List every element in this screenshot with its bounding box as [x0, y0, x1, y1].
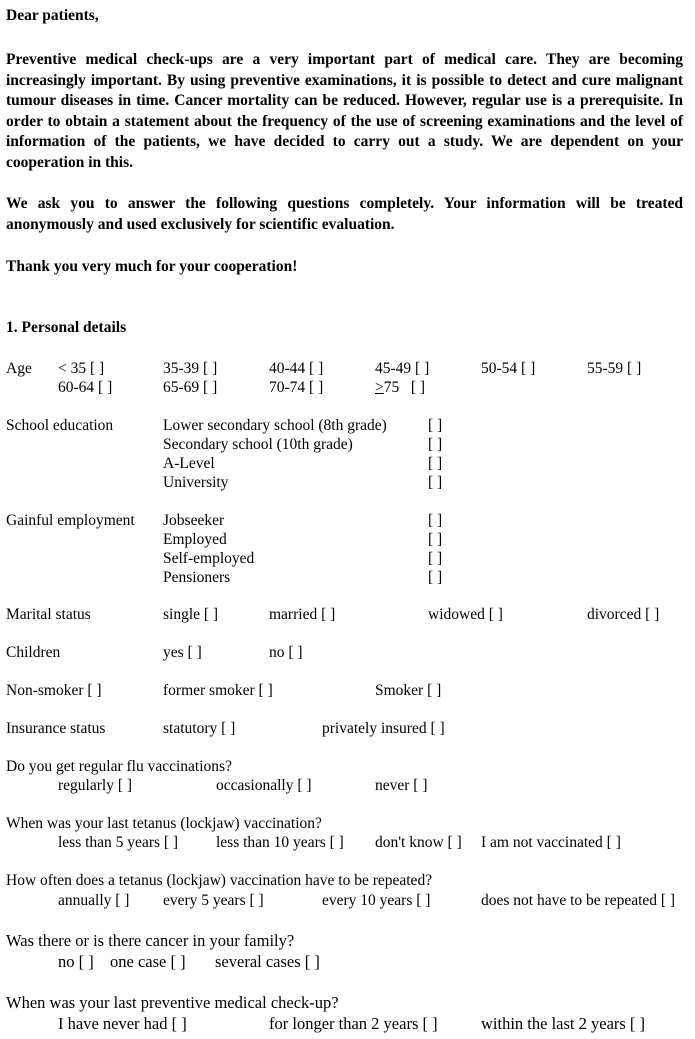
- age-label: Age: [6, 360, 32, 377]
- tetanus-repeat-question: How often does a tetanus (lockjaw) vaccination have to be repeated?: [6, 872, 433, 889]
- checkup-option[interactable]: I have never had [ ]: [58, 1014, 187, 1033]
- employment-label: Gainful employment: [6, 512, 135, 529]
- age-option[interactable]: 35-39 [ ]: [163, 360, 218, 377]
- insurance-label: Insurance status: [6, 720, 106, 737]
- marital-label: Marital status: [6, 606, 91, 623]
- employment-option: Jobseeker: [163, 512, 225, 529]
- checkup-question: When was your last preventive medical check-up?: [6, 993, 339, 1012]
- smoking-option[interactable]: former smoker [ ]: [163, 682, 273, 699]
- checkbox[interactable]: [ ]: [410, 379, 426, 396]
- greater-equal-symbol: >: [375, 379, 384, 396]
- checkup-option[interactable]: within the last 2 years [ ]: [481, 1014, 646, 1033]
- marital-option[interactable]: single [ ]: [163, 606, 219, 623]
- marital-option[interactable]: divorced [ ]: [587, 606, 660, 623]
- employment-option: Employed: [163, 531, 227, 548]
- marital-option[interactable]: married [ ]: [269, 606, 336, 623]
- section-title: 1. Personal details: [6, 319, 127, 336]
- insurance-option[interactable]: privately insured [ ]: [322, 720, 445, 737]
- age-75-value: 75: [383, 379, 400, 396]
- children-option[interactable]: yes [ ]: [163, 644, 202, 661]
- smoking-option[interactable]: Non-smoker [ ]: [6, 682, 102, 699]
- tetanus-repeat-option[interactable]: does not have to be repeated [ ]: [481, 892, 676, 909]
- checkbox[interactable]: [ ]: [428, 569, 443, 586]
- tetanus-repeat-option[interactable]: every 10 years [ ]: [322, 892, 431, 909]
- checkbox[interactable]: [ ]: [428, 512, 443, 529]
- age-option[interactable]: 45-49 [ ]: [375, 360, 430, 377]
- tetanus-last-option[interactable]: less than 10 years [ ]: [216, 834, 344, 851]
- employment-option: Pensioners: [163, 569, 231, 586]
- tetanus-last-option[interactable]: I am not vaccinated [ ]: [481, 834, 621, 851]
- checkbox[interactable]: [ ]: [428, 474, 443, 491]
- checkbox[interactable]: [ ]: [428, 455, 443, 472]
- flu-option[interactable]: occasionally [ ]: [216, 777, 312, 794]
- tetanus-last-option[interactable]: don't know [ ]: [375, 834, 462, 851]
- checkbox[interactable]: [ ]: [428, 436, 443, 453]
- tetanus-last-option[interactable]: less than 5 years [ ]: [58, 834, 179, 851]
- age-option[interactable]: 55-59 [ ]: [587, 360, 642, 377]
- age-option[interactable]: 40-44 [ ]: [269, 360, 324, 377]
- cancer-family-question: Was there or is there cancer in your family?: [6, 931, 295, 950]
- intro-paragraph: Preventive medical check-ups are a very important part of medical care. They are becoming increasingly important. By using preventive examinations, it is possible to detect and cure malignant tumour diseases in time. Cancer mortality can be reduced. However, regular use is a prerequisite. In order to obtain a statement about the frequency of the use of screening examinations and the level of information of the patients, we have decided to carry out a study. We are dependent on your cooperation in this.: [6, 51, 683, 171]
- education-option: Lower secondary school (8th grade): [163, 417, 387, 434]
- flu-question: Do you get regular flu vaccinations?: [6, 758, 232, 775]
- age-option[interactable]: 70-74 [ ]: [269, 379, 324, 396]
- marital-option[interactable]: widowed [ ]: [428, 606, 503, 623]
- education-label: School education: [6, 417, 114, 434]
- age-option[interactable]: 50-54 [ ]: [481, 360, 536, 377]
- employment-option: Self-employed: [163, 550, 255, 567]
- tetanus-repeat-option[interactable]: every 5 years [ ]: [163, 892, 264, 909]
- checkup-option[interactable]: for longer than 2 years [ ]: [269, 1014, 438, 1033]
- education-option: University: [163, 474, 229, 491]
- education-option: A-Level: [163, 455, 215, 472]
- age-option[interactable]: < 35 [ ]: [58, 360, 105, 377]
- cancer-family-option[interactable]: several cases [ ]: [215, 952, 320, 971]
- checkbox[interactable]: [ ]: [428, 531, 443, 548]
- greeting: Dear patients,: [6, 7, 99, 24]
- children-option[interactable]: no [ ]: [269, 644, 303, 661]
- thanks-text: Thank you very much for your cooperation!: [6, 258, 298, 275]
- tetanus-repeat-option[interactable]: annually [ ]: [58, 892, 130, 909]
- smoking-option[interactable]: Smoker [ ]: [375, 682, 442, 699]
- insurance-option[interactable]: statutory [ ]: [163, 720, 236, 737]
- cancer-family-option[interactable]: one case [ ]: [110, 952, 186, 971]
- age-option[interactable]: 60-64 [ ]: [58, 379, 113, 396]
- age-option[interactable]: 65-69 [ ]: [163, 379, 218, 396]
- flu-option[interactable]: regularly [ ]: [58, 777, 133, 794]
- children-label: Children: [6, 644, 61, 661]
- checkbox[interactable]: [ ]: [428, 550, 443, 567]
- flu-option[interactable]: never [ ]: [375, 777, 428, 794]
- age-option-75-plus[interactable]: [375, 378, 425, 397]
- checkbox[interactable]: [ ]: [428, 417, 443, 434]
- education-option: Secondary school (10th grade): [163, 436, 353, 453]
- tetanus-last-question: When was your last tetanus (lockjaw) vaccination?: [6, 815, 322, 832]
- cancer-family-option[interactable]: no [ ]: [58, 952, 94, 971]
- privacy-paragraph: We ask you to answer the following questions completely. Your information will be treated anonymously and used exclusively for scientific evaluation.: [6, 195, 683, 233]
